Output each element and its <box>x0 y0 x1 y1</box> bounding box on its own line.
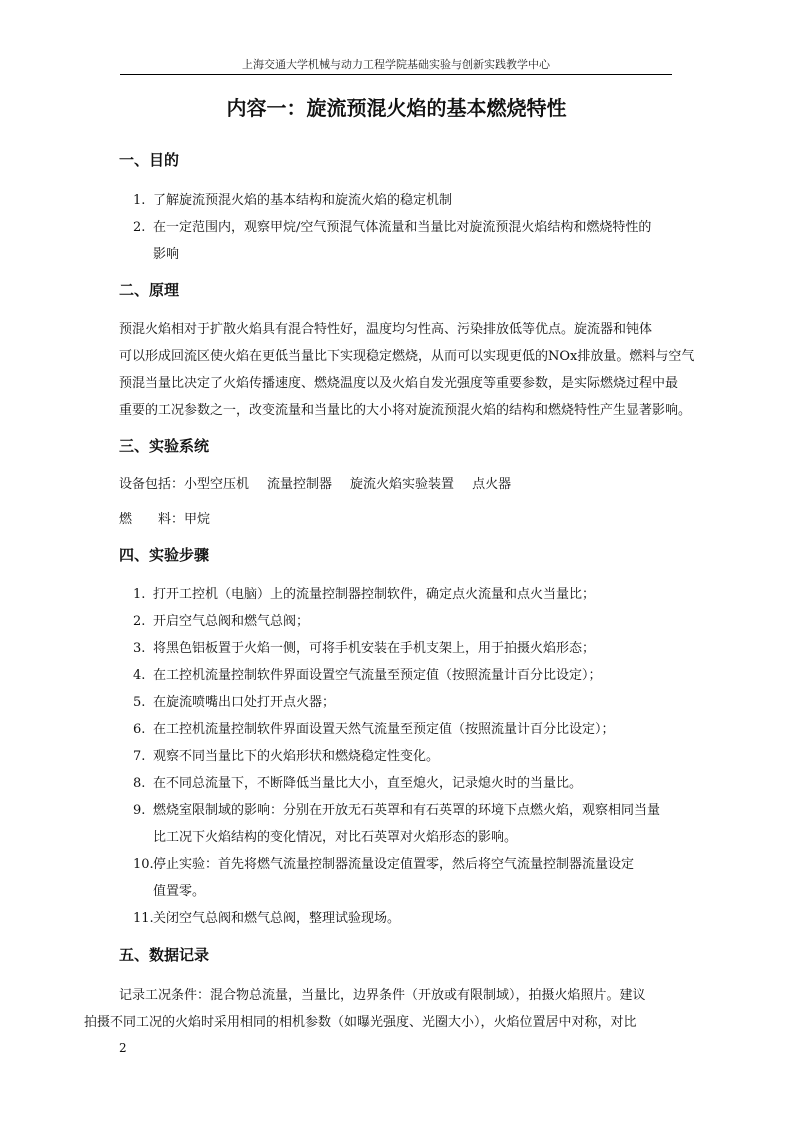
page-title: 内容一：旋流预混火焰的基本燃烧特性 <box>226 96 567 120</box>
list-item <box>133 799 660 818</box>
list-text: 观察不同当量比下的火焰形状和燃烧稳定性变化。 <box>153 749 440 764</box>
equipment-item: 小型空压机 <box>184 477 250 492</box>
list-text: 在不同总流量下，不断降低当量比大小，直至熄火，记录熄火时的当量比。 <box>153 776 583 791</box>
list-text: 将黑色铝板置于火焰一侧，可将手机安装在手机支架上，用于拍摄火焰形态； <box>153 641 596 656</box>
list-text: 燃烧室限制域的影响：分别在开放无石英罩和有石英罩的环境下点燃火焰，观察相同当量 <box>153 803 661 818</box>
list-number: 8. <box>133 776 146 791</box>
list-number: 5. <box>133 695 146 710</box>
list-item <box>133 745 439 764</box>
paragraph-line: 可以形成回流区使火焰在更低当量比下实现稳定燃烧，从而可以实现更低的NOx排放量。燃料与空气 <box>119 349 695 364</box>
list-text: 了解旋流预混火焰的基本结构和旋流火焰的稳定机制 <box>153 193 453 208</box>
list-item <box>133 691 335 710</box>
equipment-item: 点火器 <box>472 477 512 492</box>
list-number: 10. <box>133 857 154 872</box>
list-text: 在工控机流量控制软件界面设置天然气流量至预定值（按照流量计百分比设定）； <box>153 722 615 737</box>
list-text: 停止实验：首先将燃气流量控制器流量设定值置零，然后将空气流量控制器流量设定 <box>153 857 635 872</box>
list-number: 7. <box>133 749 146 764</box>
fuel-line <box>119 508 210 527</box>
equipment-line <box>119 473 511 492</box>
list-text: 在一定范围内，观察甲烷/空气预混气体流量和当量比对旋流预混火焰结构和燃烧特性的 <box>153 220 652 235</box>
list-item <box>133 853 634 872</box>
list-number: 6. <box>133 722 146 737</box>
list-number: 1. <box>133 193 146 208</box>
list-number: 4. <box>133 668 146 683</box>
page-header: 上海交通大学机械与动力工程学院基础实验与创新实践教学中心 <box>120 56 672 75</box>
list-number: 1. <box>133 587 146 602</box>
list-text: 关闭空气总阀和燃气总阀，整理试验现场。 <box>153 911 401 926</box>
list-text-continuation: 比工况下火焰结构的变化情况，对比石英罩对火焰形态的影响。 <box>153 830 518 845</box>
section-heading-steps: 四、实验步骤 <box>119 546 210 564</box>
list-item <box>133 718 615 737</box>
list-item <box>133 772 582 791</box>
list-number: 3. <box>133 641 146 656</box>
list-item <box>133 610 309 629</box>
page-number: 2 <box>119 1041 127 1055</box>
list-item <box>133 189 452 208</box>
equipment-item: 流量控制器 <box>267 477 333 492</box>
paragraph-line: 记录工况条件：混合物总流量，当量比，边界条件（开放或有限制域），拍摄火焰照片。建议 <box>119 988 646 1003</box>
list-item <box>133 907 400 926</box>
list-number: 2. <box>133 614 146 629</box>
list-item <box>133 664 602 683</box>
equipment-label: 设备包括： <box>119 477 185 492</box>
fuel-label: 燃 料： <box>119 512 185 527</box>
list-text-continuation: 值置零。 <box>153 884 206 899</box>
equipment-item: 旋流火焰实验装置 <box>350 477 455 492</box>
list-number: 9. <box>133 803 146 818</box>
list-text: 在旋流喷嘴出口处打开点火器； <box>153 695 336 710</box>
list-text: 打开工控机（电脑）上的流量控制器控制软件，确定点火流量和点火当量比； <box>153 587 596 602</box>
list-item <box>133 216 651 235</box>
list-number: 2. <box>133 220 146 235</box>
list-text-continuation: 影响 <box>153 247 180 262</box>
paragraph-line: 重要的工况参数之一，改变流量和当量比的大小将对旋流预混火焰的结构和燃烧特性产生显著影响。 <box>119 403 692 418</box>
section-heading-principle: 二、原理 <box>119 281 180 299</box>
list-text: 开启空气总阀和燃气总阀； <box>153 614 310 629</box>
list-item <box>133 583 595 602</box>
paragraph-line: 预混当量比决定了火焰传播速度、燃烧温度以及火焰自发光强度等重要参数，是实际燃烧过程中最 <box>119 376 679 391</box>
section-heading-purpose: 一、目的 <box>119 151 180 169</box>
list-number: 11. <box>133 911 154 926</box>
paragraph-line: 拍摄不同工况的火焰时采用相同的相机参数（如曝光强度、光圈大小），火焰位置居中对称，对比 <box>84 1015 637 1030</box>
fuel-value: 甲烷 <box>184 512 211 527</box>
list-item <box>133 637 595 656</box>
paragraph-line: 预混火焰相对于扩散火焰具有混合特性好，温度均匀性高、污染排放低等优点。旋流器和钝体 <box>119 322 653 337</box>
section-heading-system: 三、实验系统 <box>119 437 210 455</box>
list-text: 在工控机流量控制软件界面设置空气流量至预定值（按照流量计百分比设定）； <box>153 668 602 683</box>
section-heading-data: 五、数据记录 <box>119 946 210 964</box>
